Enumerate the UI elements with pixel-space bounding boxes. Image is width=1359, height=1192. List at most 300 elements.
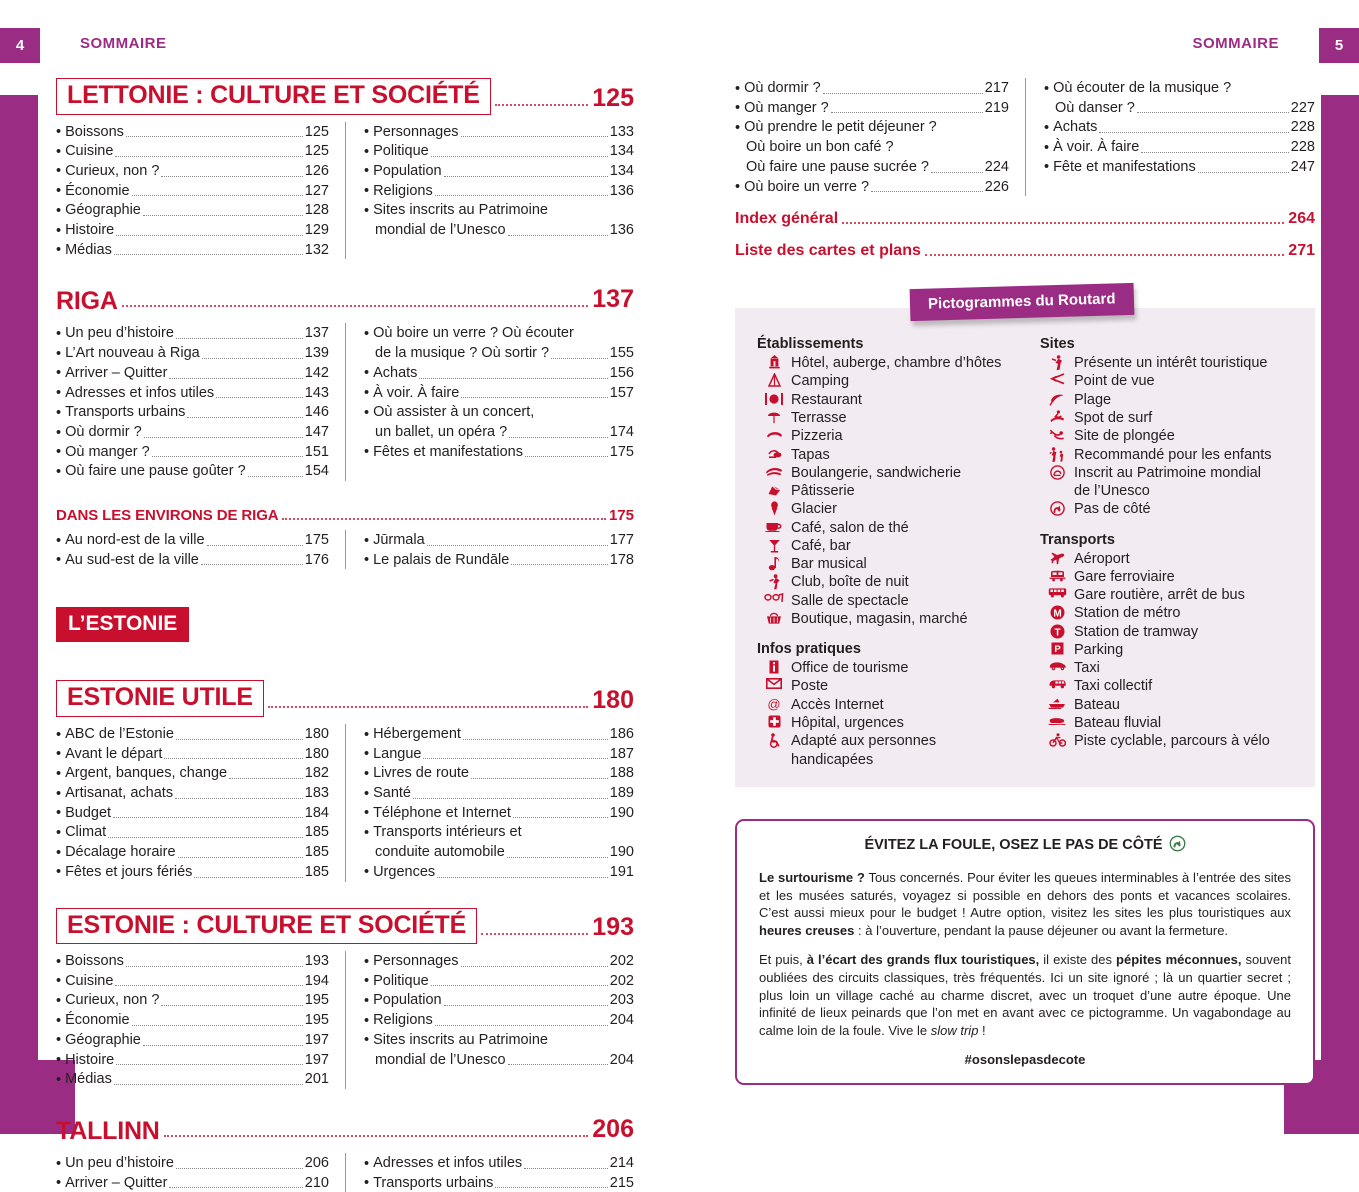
leader-dots xyxy=(187,417,302,418)
toc-entry-page: 214 xyxy=(609,1155,634,1171)
leader-dots xyxy=(931,172,983,173)
toc-entry-page: 193 xyxy=(304,953,329,970)
bullet-icon: • xyxy=(735,119,741,136)
toc-entry[interactable] xyxy=(56,842,329,862)
toc-entry-label: Cuisine xyxy=(65,143,114,160)
toc-entry-label: Où écouter de la musique ? xyxy=(1053,80,1232,96)
tapas-icon xyxy=(757,446,791,461)
toc-entry[interactable] xyxy=(364,744,634,764)
pictogram-label: Gare routière, arrêt de bus xyxy=(1074,587,1245,604)
toc-entry[interactable] xyxy=(364,323,634,343)
toc-entry-label: Arriver – Quitter xyxy=(65,364,168,381)
toc-column-1 xyxy=(56,122,345,260)
leader-dots xyxy=(113,817,303,818)
toc-entry[interactable] xyxy=(1044,157,1315,177)
pictogram-row xyxy=(1040,354,1299,372)
toc-entry[interactable] xyxy=(56,200,329,220)
leader-dots xyxy=(1099,132,1288,133)
leader-dots xyxy=(511,564,607,565)
toc-entry-label: Boissons xyxy=(65,123,124,140)
toc-entry[interactable] xyxy=(364,442,634,462)
bullet-icon: • xyxy=(364,1012,370,1029)
toc-entry-page: 178 xyxy=(609,551,634,568)
pictogram-label: Pizzeria xyxy=(791,428,843,445)
toc-entry-page: 189 xyxy=(609,785,634,802)
section-page: 180 xyxy=(592,685,634,714)
toc-entry[interactable] xyxy=(364,822,634,842)
toc-entry-label: Un peu d’histoire xyxy=(65,325,174,342)
toc-entry[interactable] xyxy=(364,971,634,991)
pictogram-group xyxy=(1040,336,1299,518)
bullet-icon: • xyxy=(364,552,370,569)
pictogram-row xyxy=(1040,586,1299,604)
leader-dots xyxy=(461,397,607,398)
pictogram-row xyxy=(1040,604,1299,622)
pictogram-row xyxy=(1040,623,1299,641)
pictogram-label: Taxi xyxy=(1074,660,1100,677)
toc-entry[interactable] xyxy=(56,1069,329,1089)
toc-entry-label: Religions xyxy=(373,1012,433,1029)
leader-dots xyxy=(419,378,607,379)
index-line-page: 271 xyxy=(1288,242,1315,260)
leader-dots xyxy=(126,966,303,967)
leader-dots xyxy=(169,378,302,379)
teacup-icon xyxy=(757,519,791,532)
toc-entry-label: Au nord-est de la ville xyxy=(65,532,205,549)
section-title: RIGA xyxy=(56,286,118,315)
toc-entry[interactable] xyxy=(56,1050,329,1070)
toc-entry[interactable] xyxy=(364,383,634,403)
bullet-icon: • xyxy=(56,1155,62,1172)
toc-entry[interactable] xyxy=(735,137,1009,157)
toc-entry[interactable] xyxy=(364,402,634,422)
bullet-icon: • xyxy=(56,345,62,362)
bullet-icon: • xyxy=(364,326,370,342)
toc-entry[interactable] xyxy=(364,1153,634,1173)
toc-entry-label: Médias xyxy=(65,241,112,258)
pictogram-group-title: Transports xyxy=(1040,531,1115,548)
toc-entry-page: 157 xyxy=(609,384,634,401)
theatre-icon xyxy=(757,592,791,605)
riverboat-icon xyxy=(1040,714,1074,725)
toc-entry[interactable] xyxy=(364,951,634,971)
pictogram-row xyxy=(1040,464,1299,501)
bullet-icon: • xyxy=(56,1012,62,1029)
leader-dots xyxy=(431,156,608,157)
train-icon xyxy=(1040,568,1074,582)
pictogram-row xyxy=(1040,427,1299,445)
leader-dots xyxy=(471,778,608,779)
leader-dots xyxy=(871,191,983,192)
toc-entry[interactable] xyxy=(56,951,329,971)
toc-entry[interactable] xyxy=(56,530,329,550)
index-lines xyxy=(735,210,1315,260)
leader-dots xyxy=(524,1168,608,1169)
toc-entry-label: Urgences xyxy=(373,863,436,880)
pictogram-row xyxy=(757,714,1028,732)
toc-entry-label: Où assister à un concert, xyxy=(373,404,535,421)
toc-entry-label: Cuisine xyxy=(65,972,114,989)
pictogram-row xyxy=(1040,446,1299,464)
toc-entry[interactable] xyxy=(56,744,329,764)
leader-dots xyxy=(116,235,303,236)
leader-dots xyxy=(114,254,303,255)
musicnote-icon xyxy=(757,555,791,571)
toc-entry[interactable] xyxy=(56,990,329,1010)
section-header[interactable] xyxy=(56,78,634,115)
toc-entry[interactable] xyxy=(364,783,634,803)
toc-entry[interactable] xyxy=(364,1030,634,1050)
toc-entry[interactable] xyxy=(364,862,634,882)
advice-p2-d: ! xyxy=(978,1023,986,1039)
toc-entry-label: Transports urbains xyxy=(373,1174,494,1191)
section-page: 137 xyxy=(592,285,634,314)
toc-entry-label: mondial de l’Unesco xyxy=(375,1051,506,1068)
bullet-icon: • xyxy=(56,993,62,1010)
section-header[interactable] xyxy=(56,680,634,717)
bullet-icon: • xyxy=(56,746,62,763)
toc-entry-label: Téléphone et Internet xyxy=(373,804,511,821)
bullet-icon: • xyxy=(364,785,370,802)
airplane-icon xyxy=(1040,550,1074,565)
toc-entry[interactable] xyxy=(735,157,1009,177)
pictogram-row xyxy=(757,573,1028,591)
pictogram-label: Hôpital, urgences xyxy=(791,715,904,731)
toc-entry-label: Où dormir ? xyxy=(744,80,821,96)
leader-dots xyxy=(164,1135,589,1137)
pictogram-label: Plage xyxy=(1074,391,1112,408)
toc-entry-page: 194 xyxy=(304,972,329,989)
advice-italic-slowtrip: slow trip xyxy=(930,1023,979,1039)
leader-dots xyxy=(194,877,302,878)
leader-dots xyxy=(427,545,608,546)
toc-entry-label: Où dormir ? xyxy=(65,423,142,440)
bullet-icon: • xyxy=(364,202,370,219)
toc-entry-label: Le palais de Rundāle xyxy=(373,551,510,568)
toc-entry-page: 202 xyxy=(609,953,634,970)
viewpoint-icon xyxy=(1040,372,1074,385)
toc-entry-label: Où boire un verre ? xyxy=(744,178,870,195)
leader-dots xyxy=(513,817,608,818)
pictogram-row xyxy=(757,537,1028,555)
leader-dots xyxy=(461,136,608,137)
toc-entry-page: 183 xyxy=(304,785,329,802)
toc-entry-label: Où prendre le petit déjeuner ? xyxy=(744,119,937,136)
toc-column-2 xyxy=(345,530,634,569)
leader-dots xyxy=(463,739,608,740)
toc-entry[interactable] xyxy=(1044,98,1315,118)
bullet-icon: • xyxy=(56,785,62,802)
toc-entry[interactable] xyxy=(364,550,634,570)
toc-entry[interactable] xyxy=(364,842,634,862)
toc-column-1 xyxy=(56,530,345,569)
index-line-label: Liste des cartes et plans xyxy=(735,242,921,260)
pictogram-row xyxy=(757,500,1028,518)
pictogram-label: Gare ferroviaire xyxy=(1074,568,1175,585)
metro-icon xyxy=(1040,604,1074,620)
toc-entry[interactable] xyxy=(364,530,634,550)
pictogram-label: Tapas xyxy=(791,446,830,463)
toc-entry-label: Hébergement xyxy=(373,725,461,742)
pictogram-label: Glacier xyxy=(791,501,837,518)
leader-dots xyxy=(508,1064,608,1065)
toc-entry-label: Géographie xyxy=(65,1031,141,1048)
toc-entry-label: Personnages xyxy=(373,123,459,140)
leader-dots xyxy=(164,758,302,759)
advice-bold-pepites: pépites méconnues, xyxy=(1116,951,1242,967)
leader-dots xyxy=(925,254,1284,256)
pictogram-label: Parking xyxy=(1074,641,1124,658)
header-label-right: SOMMAIRE xyxy=(1192,35,1279,52)
toc-entry[interactable] xyxy=(56,402,329,422)
cocktail-icon xyxy=(757,537,791,553)
leader-dots xyxy=(444,1005,608,1006)
section-badge[interactable] xyxy=(56,607,634,642)
pictogram-row xyxy=(1040,696,1299,714)
pictogram-label: Bateau fluvial xyxy=(1074,715,1162,731)
toc-entry[interactable] xyxy=(56,181,329,201)
bullet-icon: • xyxy=(364,1032,370,1049)
bullet-icon: • xyxy=(56,1071,62,1088)
toc-entry[interactable] xyxy=(56,220,329,240)
section-header[interactable] xyxy=(56,908,634,945)
toc-entry[interactable] xyxy=(735,177,1009,197)
shop-icon xyxy=(757,610,791,625)
bullet-icon: • xyxy=(56,365,62,382)
toc-entry[interactable] xyxy=(56,1173,329,1192)
toc-entry[interactable] xyxy=(364,343,634,363)
toc-entry[interactable] xyxy=(364,1050,634,1070)
advice-box xyxy=(735,819,1315,1085)
toc-entry[interactable] xyxy=(56,442,329,462)
toc-entry[interactable] xyxy=(56,323,329,343)
section-header[interactable] xyxy=(56,285,634,316)
section-header[interactable] xyxy=(56,1115,634,1146)
bullet-icon: • xyxy=(56,163,62,180)
toc-entry[interactable] xyxy=(56,141,329,161)
toc-entry[interactable] xyxy=(364,141,634,161)
toc-entry[interactable] xyxy=(735,98,1009,118)
toc-columns xyxy=(56,1153,634,1192)
toc-entry-page: 190 xyxy=(609,804,634,821)
toc-entry[interactable] xyxy=(364,990,634,1010)
toc-column-2 xyxy=(345,951,634,1089)
pictogram-label: Spot de surf xyxy=(1074,410,1153,427)
toc-entry[interactable] xyxy=(364,422,634,442)
toc-column-2 xyxy=(1025,78,1315,196)
bullet-icon: • xyxy=(364,143,370,160)
at-icon xyxy=(757,696,791,711)
toc-entry-page: 125 xyxy=(304,123,329,140)
toc-entry-page: 191 xyxy=(609,863,634,880)
leader-dots xyxy=(437,877,608,878)
toc-entry-label: Curieux, non ? xyxy=(65,162,160,179)
pictogram-label: Taxi collectif xyxy=(1074,678,1153,695)
tram-icon xyxy=(1040,623,1074,639)
toc-entry-label: Boissons xyxy=(65,953,124,970)
pictogram-label: Salle de spectacle xyxy=(791,592,909,609)
toc-entry[interactable] xyxy=(56,1153,329,1173)
index-line[interactable] xyxy=(735,242,1315,260)
bullet-icon: • xyxy=(1044,159,1050,176)
toc-entry[interactable] xyxy=(364,763,634,783)
pictogram-label-continued: de l’Unesco xyxy=(1074,483,1150,500)
toc-entry[interactable] xyxy=(364,122,634,142)
toc-entry-page: 175 xyxy=(609,443,634,460)
leader-dots xyxy=(178,857,303,858)
toc-entry[interactable] xyxy=(735,117,1009,137)
toc-entry[interactable] xyxy=(364,200,634,220)
toc-entry-page: 133 xyxy=(609,123,634,140)
advice-p1-b: : à l’ouverture, pendant la pause déjeuner ou avant la fermeture. xyxy=(854,923,1229,939)
pictogram-row xyxy=(757,446,1028,464)
toc-entry[interactable] xyxy=(56,971,329,991)
pictogram-row xyxy=(757,696,1028,714)
section-title: LETTONIE : CULTURE ET SOCIÉTÉ xyxy=(56,78,491,115)
leader-dots xyxy=(202,358,303,359)
toc-columns xyxy=(735,78,1315,196)
subsection-header[interactable] xyxy=(56,507,634,524)
bullet-icon: • xyxy=(364,444,370,461)
toc-entry[interactable] xyxy=(56,803,329,823)
toc-entry[interactable] xyxy=(56,862,329,882)
toc-entry-label: À voir. À faire xyxy=(373,384,460,401)
toc-entry-page: 147 xyxy=(304,423,329,440)
bullet-icon: • xyxy=(56,1052,62,1069)
bullet-icon: • xyxy=(56,825,62,842)
pictogram-label: Café, salon de thé xyxy=(791,519,909,536)
svg-text:M: M xyxy=(1052,608,1062,620)
bullet-icon: • xyxy=(364,124,370,141)
toc-entry-page: 204 xyxy=(609,1012,634,1029)
toc-entry-page: 177 xyxy=(609,532,634,549)
toc-entry-label: Population xyxy=(373,162,442,179)
bullet-icon: • xyxy=(364,746,370,763)
toc-entry-label: Où faire une pause sucrée ? xyxy=(746,158,929,175)
toc-entry-page: 204 xyxy=(609,1051,634,1068)
toc-entry[interactable] xyxy=(56,1010,329,1030)
bullet-icon: • xyxy=(56,143,62,160)
pastry-icon xyxy=(757,482,791,497)
toc-entry-label: Un peu d’histoire xyxy=(65,1155,174,1171)
toc-entry[interactable] xyxy=(56,343,329,363)
bullet-icon: • xyxy=(364,385,370,402)
pictograms-panel xyxy=(735,290,1315,787)
toc-entry-page: 137 xyxy=(304,325,329,342)
taxi-icon xyxy=(1040,659,1074,671)
icecream-icon xyxy=(757,500,791,516)
toc-entry[interactable] xyxy=(56,783,329,803)
pictogram-label: Accès Internet xyxy=(791,696,884,713)
toc-entry[interactable] xyxy=(364,181,634,201)
toc-entry[interactable] xyxy=(56,363,329,383)
toc-entry[interactable] xyxy=(56,161,329,181)
bicycle-icon xyxy=(1040,732,1074,747)
spacer xyxy=(56,481,634,507)
leader-dots xyxy=(176,739,303,740)
subsection-page: 175 xyxy=(608,507,634,525)
leader-dots xyxy=(216,397,303,398)
toc-entry-page: 197 xyxy=(304,1051,329,1068)
spacer xyxy=(56,259,634,285)
toc-entry-label: À voir. À faire xyxy=(1053,139,1140,156)
pictogram-label: Terrasse xyxy=(791,410,847,427)
pictogram-label: Aéroport xyxy=(1074,550,1130,567)
toc-entry[interactable] xyxy=(56,422,329,442)
toc-entry[interactable] xyxy=(56,550,329,570)
pictograms-column-right xyxy=(1028,336,1299,769)
advice-p2-c: souvent oubliées des circuits classiques, très fréquentés. Ici un site ignoré ; là un quartier secret ; plus loin un village caché au charme discret, avec un troquet d’une autre époque. Une infinité de lieux peinards que l’on met en avant avec ce pictogramme. Un vagabondage au calme loin de la foule. Vive le xyxy=(759,951,1291,1039)
toc-entry-label: Fêtes et manifestations xyxy=(373,443,523,460)
pictogram-row xyxy=(1040,500,1299,518)
pictogram-label: Bar musical xyxy=(791,556,867,573)
toc-entry-page: 134 xyxy=(609,162,634,179)
pictogram-label: Station de tramway xyxy=(1074,623,1199,640)
pictogram-label: Camping xyxy=(791,373,850,390)
toc-entry[interactable] xyxy=(1044,78,1315,98)
toc-entry[interactable] xyxy=(1044,137,1315,157)
toc-entry[interactable] xyxy=(364,220,634,240)
toc-entry[interactable] xyxy=(364,1010,634,1030)
advice-p2-b: il existe des xyxy=(1039,951,1117,967)
toc-entry[interactable] xyxy=(364,161,634,181)
page-edge-bar-right xyxy=(1321,95,1359,1134)
pictogram-group-title: Établissements xyxy=(757,336,864,353)
leader-dots xyxy=(207,545,303,546)
toc-entry-label: conduite automobile xyxy=(375,844,505,861)
bullet-icon: • xyxy=(56,326,62,342)
toc-entry-page: 125 xyxy=(304,143,329,160)
toc-entry[interactable] xyxy=(364,363,634,383)
toc-entry[interactable] xyxy=(56,724,329,744)
toc-entry[interactable] xyxy=(364,1173,634,1192)
advice-p2-a: Et puis, xyxy=(759,951,807,967)
leader-dots xyxy=(823,93,983,94)
toc-entry-label: Économie xyxy=(65,1012,130,1029)
toc-entry-page: 185 xyxy=(304,844,329,861)
left-page-content xyxy=(56,78,634,1192)
toc-entry[interactable] xyxy=(56,240,329,260)
toc-entry[interactable] xyxy=(364,724,634,744)
toc-entry-label: Fêtes et jours fériés xyxy=(65,863,193,880)
toc-entry-label: Adresses et infos utiles xyxy=(65,384,215,401)
toc-entry-label: Où danser ? xyxy=(1055,99,1135,116)
toc-entry-page: 139 xyxy=(304,345,329,362)
toc-entry[interactable] xyxy=(56,122,329,142)
toc-entry[interactable] xyxy=(364,803,634,823)
toc-entry-label: Où manger ? xyxy=(65,443,150,460)
pictogram-label: Café, bar xyxy=(791,537,851,554)
toc-entry[interactable] xyxy=(735,78,1009,98)
bullet-icon: • xyxy=(56,404,62,421)
toc-entry-page: 206 xyxy=(304,1155,329,1171)
toc-entry[interactable] xyxy=(56,1030,329,1050)
advice-bold-heures-creuses: heures creuses xyxy=(759,923,855,939)
toc-entry[interactable] xyxy=(1044,117,1315,137)
pictogram-label: Point de vue xyxy=(1074,373,1155,390)
toc-entry-label: Décalage horaire xyxy=(65,844,176,861)
pictogram-group xyxy=(757,336,1028,628)
toc-entry-page: 195 xyxy=(304,992,329,1009)
index-line[interactable] xyxy=(735,210,1315,228)
toc-entry[interactable] xyxy=(56,822,329,842)
toc-entry[interactable] xyxy=(56,461,329,481)
toc-entry-page: 146 xyxy=(304,404,329,421)
toc-entry-page: 155 xyxy=(609,345,634,362)
toc-entry[interactable] xyxy=(56,383,329,403)
toc-entry[interactable] xyxy=(56,763,329,783)
leader-dots xyxy=(1198,172,1289,173)
